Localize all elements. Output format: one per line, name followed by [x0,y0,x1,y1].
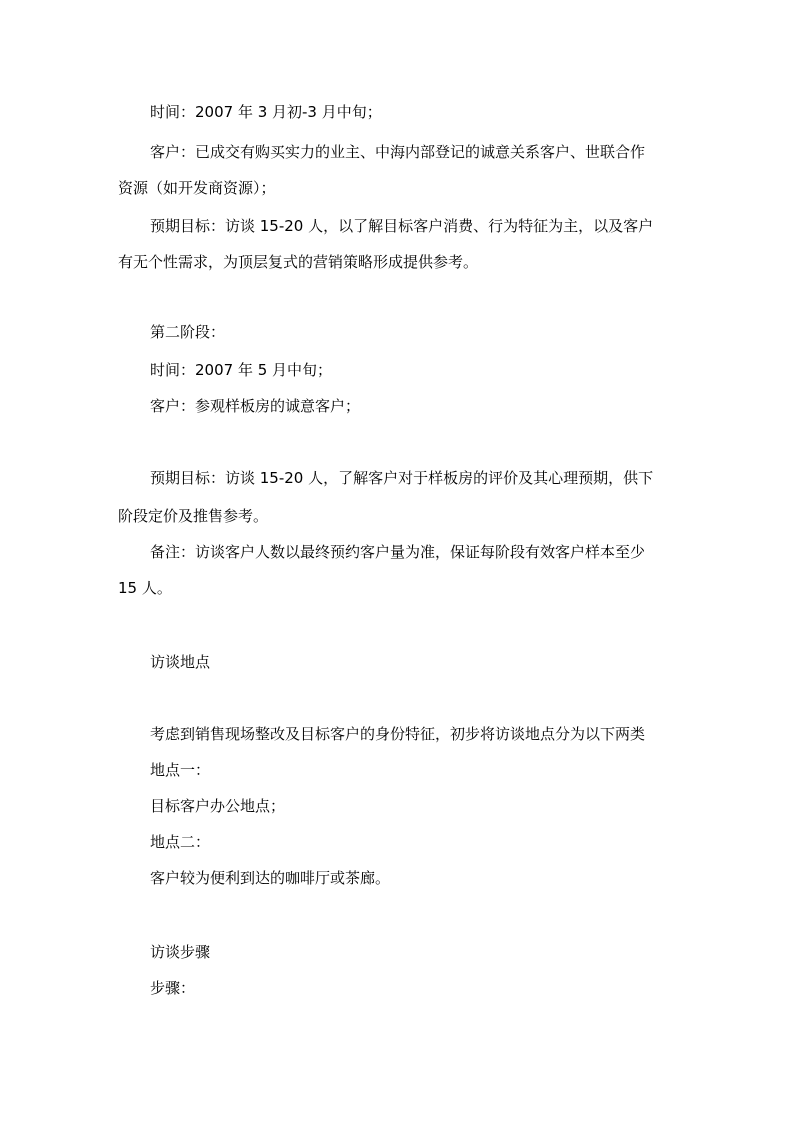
stage2-time: 时间：2007 年 5 月中旬； [150,361,333,379]
stage2-goal-line2: 阶段定价及推售参考。 [118,507,269,525]
stage2-customers: 客户：参观样板房的诚意客户； [150,397,361,415]
locations-heading: 访谈地点 [150,653,211,671]
stage1-customers-line2: 资源（如开发商资源）； [118,179,276,197]
stage2-note-line1: 备注：访谈客户人数以最终预约客户量为准，保证每阶段有效客户样本至少 [150,543,646,561]
location1-label: 地点一： [150,761,211,779]
location2-label: 地点二： [150,833,211,851]
stage1-time: 时间：2007 年 3 月初-3 月中旬； [150,103,382,121]
location1-text: 目标客户办公地点； [150,797,286,815]
stage1-customers-line1: 客户：已成交有购买实力的业主、中海内部登记的诚意关系客户、世联合作 [150,143,646,161]
stage1-goal-line1: 预期目标：访谈 15-20 人，以了解目标客户消费、行为特征为主，以及客户 [150,217,654,235]
location2-text: 客户较为便利到达的咖啡厅或茶廊。 [150,869,391,887]
stage2-note-line2: 15 人。 [118,579,172,597]
steps-heading: 访谈步骤 [150,943,211,961]
stage1-goal-line2: 有无个性需求，为顶层复式的营销策略形成提供参考。 [118,253,479,271]
steps-label: 步骤： [150,979,196,997]
locations-intro: 考虑到销售现场整改及目标客户的身份特征，初步将访谈地点分为以下两类 [150,725,646,743]
stage2-heading: 第二阶段： [150,323,226,341]
stage2-goal-line1: 预期目标：访谈 15-20 人，了解客户对于样板房的评价及其心理预期，供下 [150,469,654,487]
